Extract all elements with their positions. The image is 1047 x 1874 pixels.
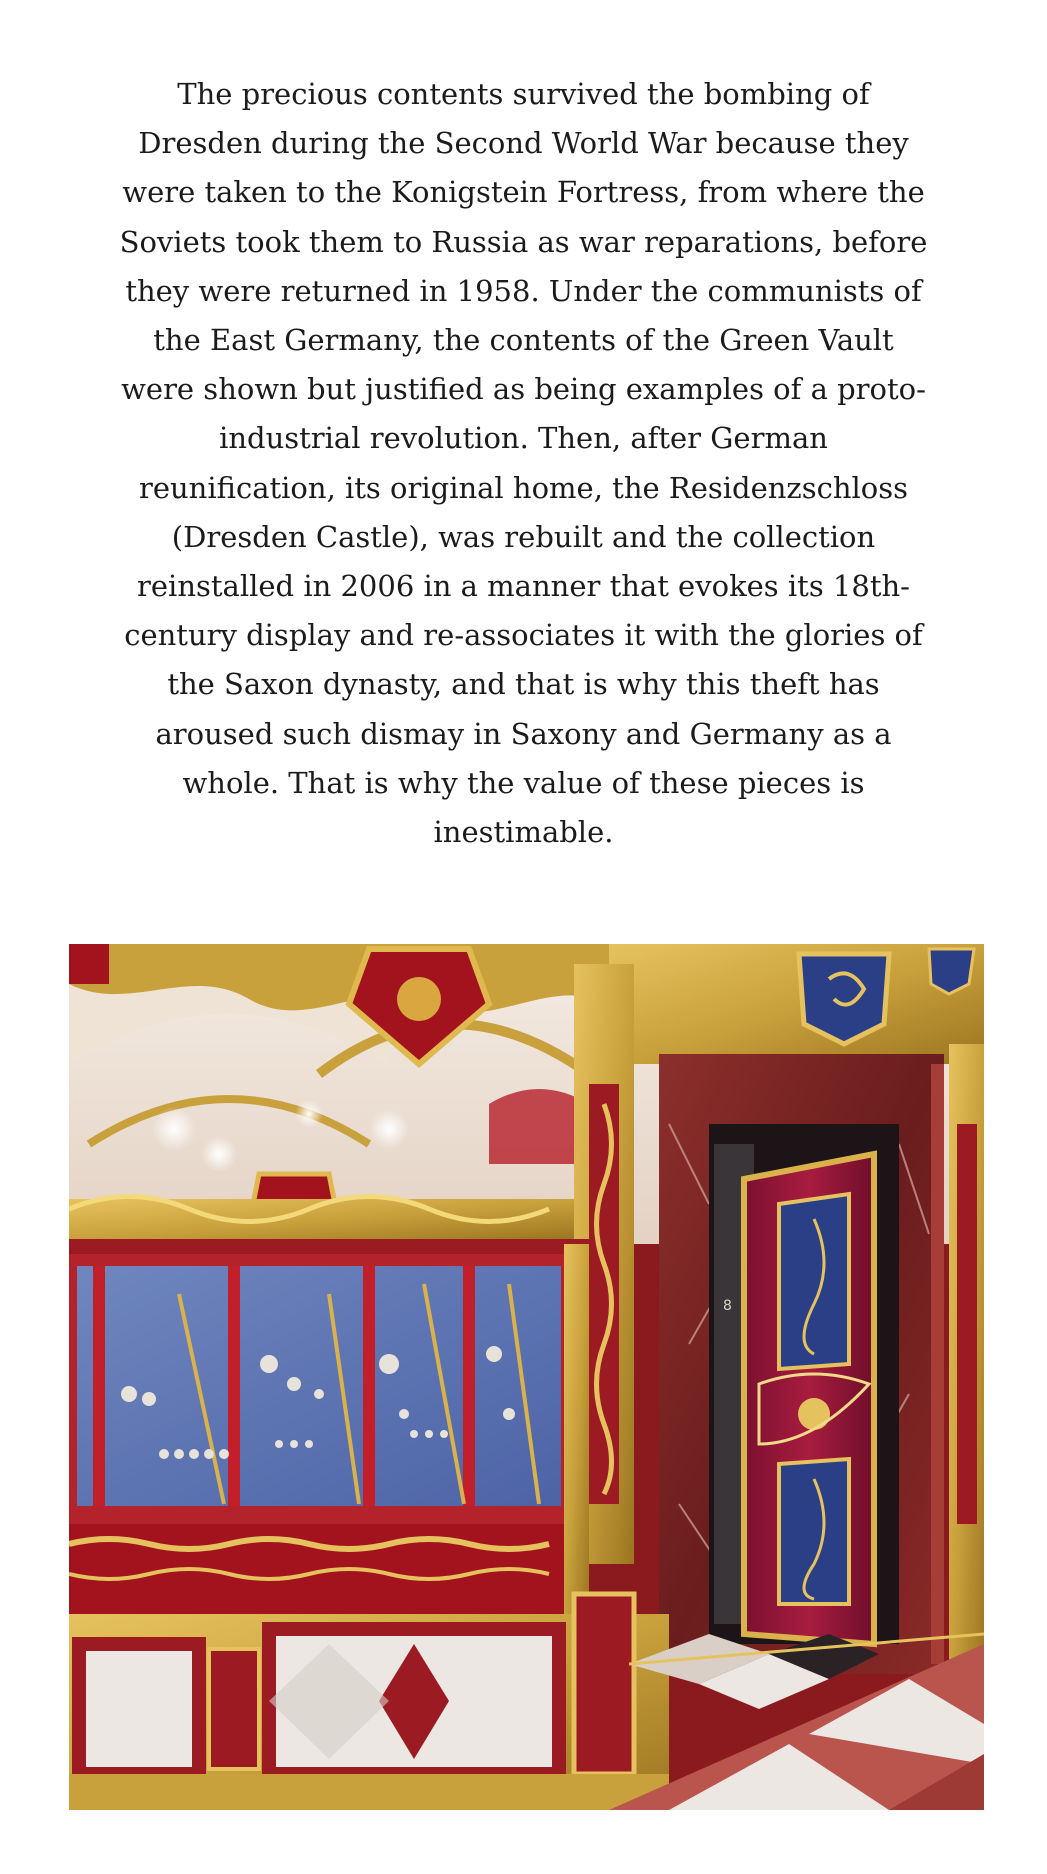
display-vitrine [69,1239,589,1614]
blue-monogram-cartouche [609,944,984,1064]
gilded-frieze [69,1197,589,1240]
cabinet-base-panels [69,1594,669,1810]
ornate-door [744,1154,874,1644]
room-number: 8 [723,1298,732,1314]
article-paragraph: The precious contents survived the bombing of Dresden during the Second World War because they were taken to the Konigstein Fortress, from where the Soviets took them to Russia as war reparations, before they were returned in 1958. Under the communists of the East Germany, the contents of the Green Vault were shown but justified as being examples of a proto-industrial revolution. Then, after German reunification, its original home, the Residenzschloss (Dresden Castle), was rebuilt and the collection reinstalled in 2006 in a manner that evokes its 18th-century display and re-associates it with the glories of the Saxon dynasty, and that is why this theft has aroused such dismay in Saxony and Germany as a whole. That is why the value of these pieces is inestimable. [119,77,928,850]
green-vault-photo [69,944,984,1810]
